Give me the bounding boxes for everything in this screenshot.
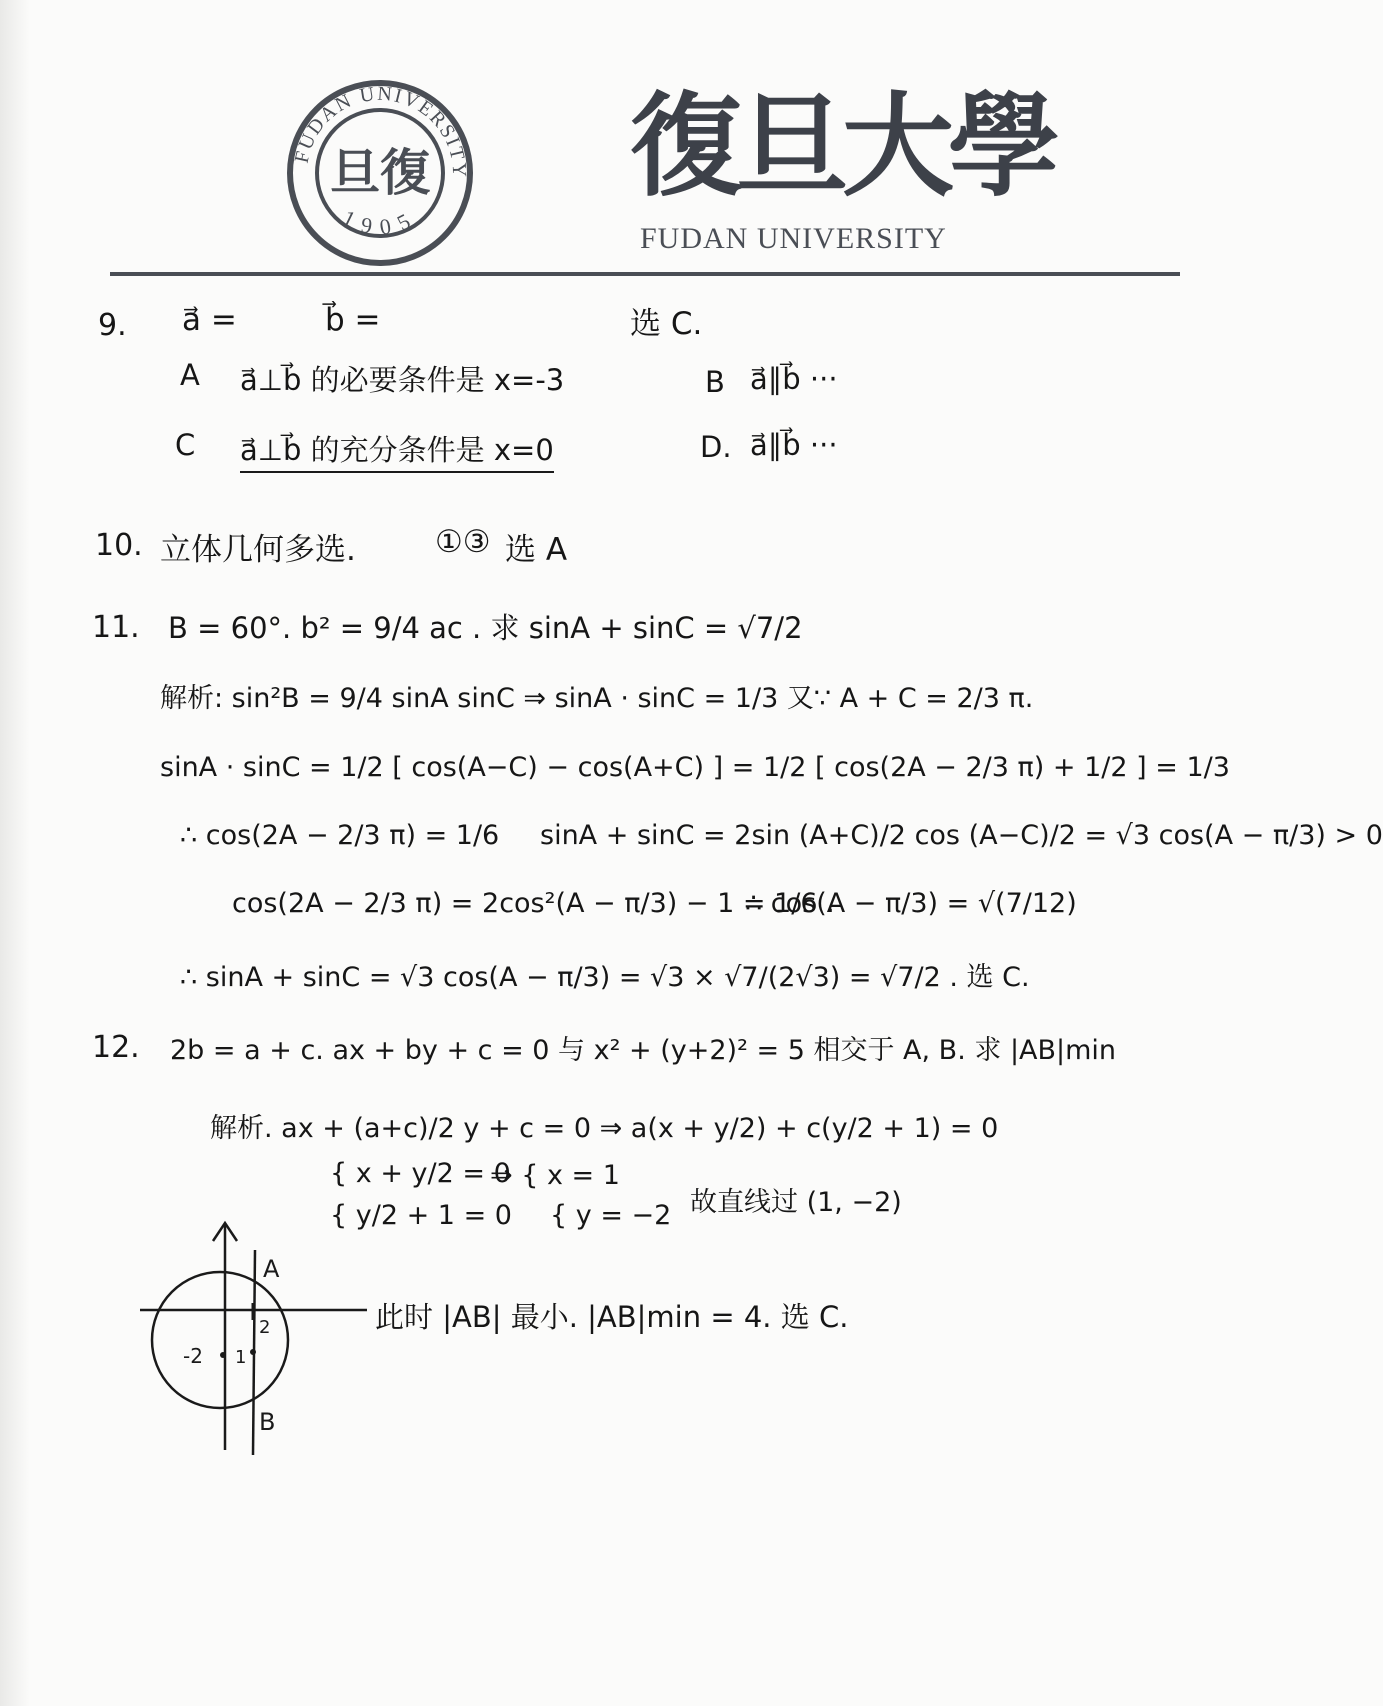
q10-text: 立体几何多选. bbox=[160, 532, 356, 568]
fudan-calligraphy-wordmark bbox=[630, 55, 1054, 215]
q11-solution-line-3a: ∴ cos(2A − 2/3 π) = 1/6 bbox=[180, 820, 500, 851]
q12-number: 12. bbox=[92, 1030, 140, 1065]
q12-solution-line-1: 解析. ax + (a+c)/2 y + c = 0 ⇒ a(x + y/2) + c(y/2 + 1) = 0 bbox=[210, 1113, 999, 1144]
q11-solution-line-4a: cos(2A − 2/3 π) = 2cos²(A − π/3) − 1 = 1/6 . bbox=[232, 888, 835, 919]
q9-option-b-text: a⃗∥b⃗ ··· bbox=[750, 362, 838, 396]
q9-option-b-label: B bbox=[705, 365, 725, 399]
q9-vector-a: a⃗ = bbox=[182, 302, 237, 338]
sketch-label-b: B bbox=[259, 1408, 276, 1436]
q12-solution-x: ⇒ { x = 1 bbox=[490, 1160, 620, 1191]
q12-system-eq-2: { y/2 + 1 = 0 bbox=[330, 1200, 512, 1231]
sketch-label-neg2: -2 bbox=[183, 1344, 203, 1368]
q11-solution-line-3b: sinA + sinC = 2sin (A+C)/2 cos (A−C)/2 = √3 cos(A − π/3) > 0 bbox=[540, 820, 1383, 851]
q9-option-d-label: D. bbox=[700, 430, 732, 464]
q12-conclusion: 此时 |AB| 最小. |AB|min = 4. 选 C. bbox=[375, 1300, 849, 1334]
q10-picks: ①③ bbox=[435, 524, 491, 560]
page-edge-shadow bbox=[0, 0, 30, 1706]
q12-circle-sketch bbox=[135, 1215, 370, 1455]
sketch-label-1: 1 bbox=[235, 1347, 247, 1368]
q10-answer: 选 A bbox=[505, 532, 568, 568]
q11-problem: B = 60°. b² = 9/4 ac . 求 sinA + sinC = √7/2 bbox=[168, 611, 803, 645]
q11-solution-line-1: 解析: sin²B = 9/4 sinA sinC ⇒ sinA · sinC = 1/3 又∵ A + C = 2/3 π. bbox=[160, 683, 1034, 714]
q10-number: 10. bbox=[95, 528, 143, 563]
svg-text:FUDAN UNIVERSITY: FUDAN UNIVERSITY bbox=[290, 82, 471, 180]
q9-answer: 选 C. bbox=[630, 306, 703, 342]
header-english-name: FUDAN UNIVERSITY bbox=[640, 222, 947, 255]
sketch-label-a: A bbox=[263, 1255, 280, 1283]
header-divider bbox=[110, 272, 1180, 276]
q11-solution-line-4b: ∴ cos(A − π/3) = √(7/12) bbox=[745, 888, 1077, 919]
sketch-label-2: 2 bbox=[259, 1317, 271, 1338]
q12-problem: 2b = a + c. ax + by + c = 0 与 x² + (y+2)² = 5 相交于 A, B. 求 |AB|min bbox=[170, 1035, 1117, 1066]
q9-number: 9. bbox=[98, 308, 127, 343]
q11-solution-line-5: ∴ sinA + sinC = √3 cos(A − π/3) = √3 × √7/(2√3) = √7/2 . 选 C. bbox=[180, 962, 1030, 993]
q9-option-a-label: A bbox=[180, 358, 200, 392]
q12-fixed-point: 故直线过 (1, −2) bbox=[690, 1187, 902, 1218]
q12-solution-y: { y = −2 bbox=[550, 1200, 672, 1231]
q11-solution-line-2: sinA · sinC = 1/2 [ cos(A−C) − cos(A+C) ] = 1/2 [ cos(2A − 2/3 π) + 1/2 ] = 1/3 bbox=[160, 752, 1230, 783]
svg-text:旦復: 旦復 bbox=[330, 144, 430, 202]
q9-option-c-label: C bbox=[175, 428, 196, 462]
q11-number: 11. bbox=[92, 610, 140, 645]
q9-option-c-text: a⃗⊥b⃗ 的充分条件是 x=0 bbox=[240, 428, 554, 473]
q9-vector-b: b⃗ = bbox=[325, 302, 381, 338]
q12-system-eq-1: { x + y/2 = 0 bbox=[330, 1158, 511, 1189]
fudan-seal-logo bbox=[285, 78, 475, 268]
q9-option-a-text: a⃗⊥b⃗ 的必要条件是 x=-3 bbox=[240, 363, 565, 397]
svg-text:復旦大學: 復旦大學 bbox=[630, 81, 1054, 212]
q9-option-d-text: a⃗∥b⃗ ··· bbox=[750, 428, 838, 462]
svg-text:1905: 1905 bbox=[338, 203, 424, 240]
